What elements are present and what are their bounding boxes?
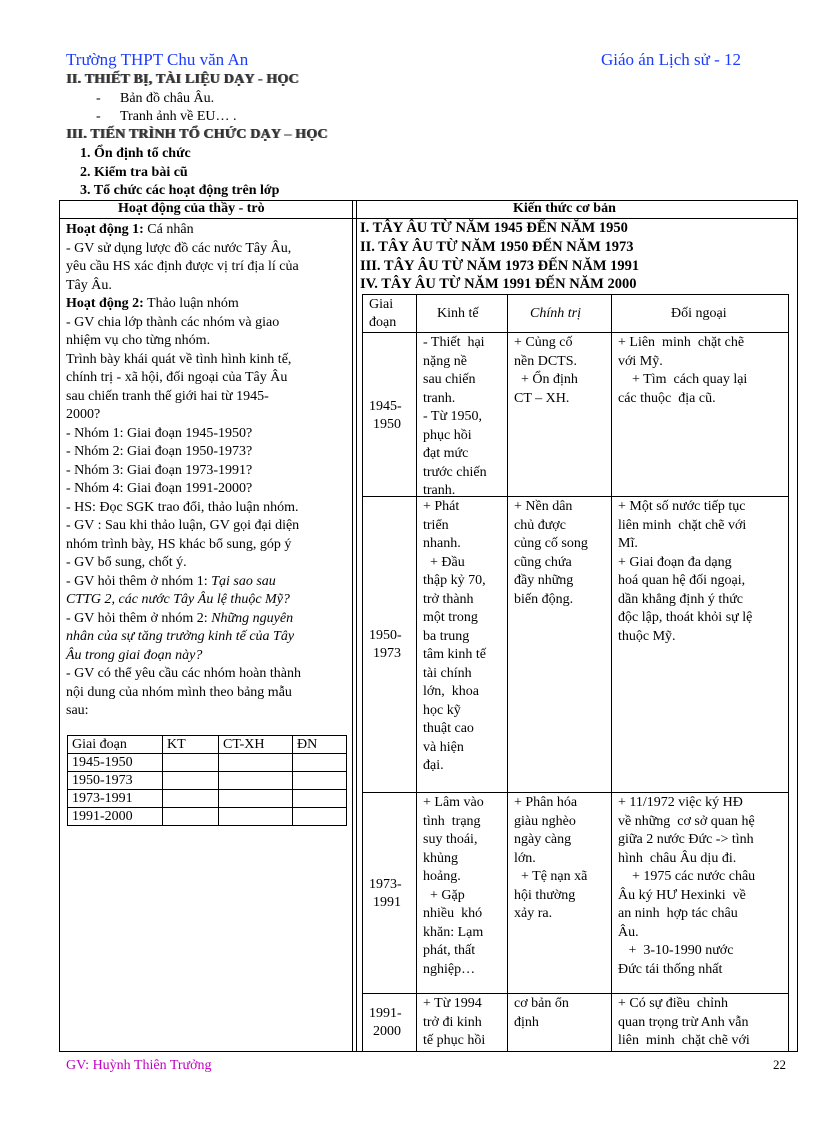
cell-line: cơ bản ổn: [514, 996, 569, 1011]
inner-table-border: [507, 294, 508, 1051]
cell-line: học kỹ: [423, 702, 461, 718]
cell-economy: [423, 995, 485, 1051]
period-label: 1945-: [369, 399, 402, 414]
cell-line: đại.: [423, 758, 444, 773]
cell-line: phát, thất: [423, 943, 476, 958]
cell-line: tranh.: [423, 483, 456, 498]
cell-line: trước chiến: [423, 464, 487, 480]
cell-line: xảy ra.: [514, 906, 553, 921]
question-text: CTTG 2, các nước Tây Âu lệ thuộc Mỹ?: [66, 592, 290, 607]
table-cell: [293, 808, 347, 826]
cell-line: + Lâm vào: [423, 795, 484, 810]
left-line: - Nhóm 3: Giai đoạn 1973-1991?: [66, 463, 253, 478]
cell-line: + 3-10-1990 nước: [618, 943, 734, 958]
cell-foreign: [618, 334, 747, 408]
cell-line: trở thành: [423, 591, 474, 607]
cell-line: lớn, khoa: [423, 684, 480, 699]
cell-line: với Mỹ.: [618, 353, 663, 369]
cell-line: giữa 2 nước Đức -> tình: [618, 832, 754, 847]
cell-line: đầy những: [514, 573, 574, 588]
left-line: sau chiến tranh thế giới hai từ 1945-: [66, 389, 269, 404]
cell-line: + Gặp: [423, 887, 465, 903]
left-line: - GV sử dụng lược đồ các nước Tây Âu,: [66, 241, 292, 256]
table-border: [352, 200, 353, 1052]
period-label: 2000: [373, 1024, 401, 1039]
cell-line: + Phân hóa: [514, 795, 578, 810]
period-label: 1991: [373, 895, 401, 910]
table-cell: [293, 772, 347, 790]
heading-period-4: IV. TÂY ÂU TỪ NĂM 1991 ĐẾN NĂM 2000: [360, 276, 637, 292]
activity2-heading: [66, 295, 239, 314]
left-line: - Nhóm 4: Giai đoạn 1991-2000?: [66, 481, 253, 496]
cell-line: hoảng.: [423, 869, 461, 884]
activity2-title: Hoạt động 2:: [66, 296, 144, 311]
table-border: [59, 200, 60, 1052]
cell-line: + Ổn định: [514, 372, 578, 387]
cell-line: + Có sự điều chỉnh: [618, 996, 728, 1011]
cell-line: trở đi kinh: [423, 1014, 482, 1030]
left-line: [66, 610, 293, 629]
left-line: Tây Âu.: [66, 278, 112, 293]
cell-line: tranh.: [423, 390, 456, 406]
cell-line: + Tìm cách quay lại: [618, 372, 748, 387]
left-line: yêu cầu HS xác định được vị trí địa lí của: [66, 259, 299, 274]
cell-line: + 1975 các nước châu: [618, 869, 756, 884]
bullet-dash: -: [96, 109, 101, 124]
th-politics: Chính trị: [530, 306, 581, 321]
inner-table-border: [416, 294, 417, 1051]
heading-period-2: II. TÂY ÂU TỪ NĂM 1950 ĐẾN NĂM 1973: [360, 239, 634, 255]
cell-foreign: [618, 794, 755, 979]
table-cell: ĐN: [293, 736, 347, 754]
period-label: 1973: [373, 646, 401, 661]
question-prefix: - GV hỏi thêm ở nhóm 2:: [66, 611, 212, 626]
cell-line: quan trọng trừ Anh vẫn: [618, 1014, 749, 1030]
cell-line: hội thường: [514, 887, 576, 903]
period-label: 1950: [373, 417, 401, 432]
activity1-heading: [66, 221, 194, 240]
cell-line: độc lập, thoát khỏi sự lệ: [618, 610, 753, 625]
table-cell: [163, 754, 219, 772]
cell-line: + Củng cố: [514, 335, 573, 350]
table-cell: [163, 790, 219, 808]
left-line: - HS: Đọc SGK trao đổi, thảo luận nhóm.: [66, 500, 299, 515]
subject-title: Giáo án Lịch sử - 12: [601, 50, 741, 69]
cell-line: + Từ 1994: [423, 996, 482, 1011]
inner-table-border: [611, 294, 612, 1051]
cell-politics: [514, 794, 587, 924]
cell-foreign: [618, 498, 752, 646]
step-item: 1. Ổn định tổ chức: [80, 146, 191, 161]
cell-line: hoá quan hệ đối ngoại,: [618, 573, 746, 588]
table-cell: 1991-2000: [68, 808, 163, 826]
left-line: Trình bày khái quát về tình hình kinh tế,: [66, 352, 292, 367]
th-period: Giai: [369, 297, 394, 312]
table-cell: [219, 754, 293, 772]
table-cell: [219, 808, 293, 826]
table-cell: [293, 754, 347, 772]
cell-line: triển: [423, 517, 449, 533]
cell-line: tình trạng: [423, 813, 481, 829]
cell-line: nghiệp…: [423, 961, 476, 977]
cell-line: + Phát: [423, 499, 460, 514]
table-cell: KT: [163, 736, 219, 754]
cell-line: Âu ký HƯ Hexinki về: [618, 887, 746, 903]
cell-line: suy thoái,: [423, 832, 478, 847]
cell-line: Âu.: [618, 924, 639, 940]
cell-line: + Giai đoạn đa dạng: [618, 554, 732, 570]
th-foreign: Đối ngoại: [671, 306, 727, 321]
inner-table-border: [362, 332, 789, 333]
cell-line: củng cố song: [514, 536, 588, 551]
cell-line: đạt mức: [423, 446, 469, 461]
cell-line: - Thiết hại: [423, 335, 485, 350]
question-prefix: - GV hỏi thêm ở nhóm 1:: [66, 574, 212, 589]
cell-line: tâm kinh tế: [423, 647, 486, 662]
table-cell: [293, 790, 347, 808]
cell-line: và hiện: [423, 739, 464, 755]
cell-line: Đức tái thống nhất: [618, 961, 723, 977]
th-economy: Kinh tế: [437, 306, 479, 321]
cell-line: hình châu Âu dịu đi.: [618, 850, 737, 866]
cell-politics: [514, 498, 588, 609]
cell-line: liên minh chặt chẽ với: [618, 1033, 750, 1048]
cell-line: dần khẳng định ý thức: [618, 591, 744, 607]
cell-line: sau chiến: [423, 372, 476, 387]
activity1-title: Hoạt động 1:: [66, 222, 144, 237]
section3-title: III. TIẾN TRÌNH TỔ CHỨC DẠY – HỌC: [66, 127, 328, 142]
cell-line: thập kỷ 70,: [423, 573, 486, 588]
table-cell: [219, 790, 293, 808]
left-line: - Nhóm 1: Giai đoạn 1945-1950?: [66, 426, 253, 441]
table-row: [68, 790, 347, 808]
left-line: nhóm trình bày, HS khác bổ sung, góp ý: [66, 537, 292, 552]
cell-line: thuộc Mỹ.: [618, 628, 676, 644]
table-border: [59, 1051, 798, 1052]
inner-table-border: [362, 294, 363, 1051]
cell-line: thuật cao: [423, 721, 474, 736]
table-cell: 1973-1991: [68, 790, 163, 808]
table-cell: 1945-1950: [68, 754, 163, 772]
left-line: - GV bổ sung, chốt ý.: [66, 555, 187, 570]
cell-line: phục hồi: [423, 427, 472, 443]
step-item: 2. Kiểm tra bài cũ: [80, 165, 188, 180]
table-border: [59, 218, 798, 219]
template-table: [67, 735, 347, 826]
cell-line: tế phục hồi: [423, 1033, 486, 1048]
activity1-type: Cá nhân: [143, 222, 194, 237]
th-period: đoạn: [369, 315, 397, 330]
question-text: nhân của sự tăng trưởng kinh tế của Tây: [66, 629, 295, 644]
activity2-type: Thảo luận nhóm: [143, 296, 239, 311]
cell-line: ngày càng: [514, 832, 572, 847]
bullet-dash: -: [96, 91, 101, 106]
table-border: [797, 200, 798, 1052]
section2-item: Bản đồ châu Âu.: [120, 91, 215, 106]
cell-line: chủ được: [514, 517, 566, 533]
cell-line: CT – XH.: [514, 390, 570, 406]
cell-foreign: [618, 995, 750, 1051]
cell-line: biến động.: [514, 591, 574, 607]
heading-period-1: I. TÂY ÂU TỪ NĂM 1945 ĐẾN NĂM 1950: [360, 220, 628, 236]
section2-title: II. THIẾT BỊ, TÀI LIỆU DẠY - HỌC: [66, 72, 299, 87]
cell-line: nhiều khó: [423, 906, 483, 921]
question-text: Tại sao sau: [211, 574, 276, 589]
cell-line: khăn: Lạm: [423, 924, 484, 940]
table-border: [356, 200, 357, 1052]
cell-line: giàu nghèo: [514, 813, 576, 829]
cell-line: nhanh.: [423, 536, 461, 551]
cell-line: cũng chứa: [514, 554, 572, 570]
cell-line: về những cơ sở quan hệ: [618, 813, 755, 829]
cell-line: định: [514, 1014, 539, 1030]
left-line: chính trị - xã hội, đối ngoại của Tây Âu: [66, 370, 288, 385]
left-line: [66, 573, 276, 592]
table-row: [68, 736, 347, 754]
cell-line: các thuộc địa cũ.: [618, 390, 716, 406]
section2-item: Tranh ảnh về EU… .: [120, 109, 237, 124]
table-cell: [163, 808, 219, 826]
step-item: 3. Tổ chức các hoạt động trên lớp: [80, 183, 280, 198]
school-name: Trường THPT Chu văn An: [66, 50, 249, 69]
cell-line: nền DCTS.: [514, 353, 577, 369]
cell-politics: [514, 995, 569, 1032]
left-line: sau:: [66, 703, 89, 718]
table-cell: [163, 772, 219, 790]
cell-line: lớn.: [514, 850, 536, 866]
cell-line: tài chính: [423, 665, 472, 681]
cell-politics: [514, 334, 578, 408]
cell-line: + Đầu: [423, 554, 465, 570]
cell-line: liên minh chặt chẽ với: [618, 517, 747, 533]
cell-line: nặng nề: [423, 353, 467, 369]
cell-line: + Tệ nạn xã: [514, 869, 588, 884]
col-header-right: Kiến thức cơ bản: [513, 201, 616, 216]
period-label: 1991-: [369, 1006, 402, 1021]
cell-economy: [423, 334, 487, 501]
cell-economy: [423, 498, 486, 776]
left-line: 2000?: [66, 407, 101, 422]
cell-economy: [423, 794, 484, 979]
inner-table-border: [362, 993, 789, 994]
cell-line: khủng: [423, 850, 458, 866]
inner-table-border: [362, 792, 789, 793]
page-number: 22: [773, 1057, 786, 1072]
question-text: Những nguyên: [211, 611, 294, 626]
cell-line: - Từ 1950,: [423, 409, 483, 424]
question-text: Âu trong giai đoạn này?: [66, 648, 203, 663]
heading-period-3: III. TÂY ÂU TỪ NĂM 1973 ĐẾN NĂM 1991: [360, 258, 640, 274]
cell-line: ba trung: [423, 628, 470, 644]
teacher-name: GV: Huỳnh Thiên Trưởng: [66, 1058, 212, 1073]
left-line: - GV có thể yêu cầu các nhóm hoàn thành: [66, 666, 301, 681]
left-line: nhiệm vụ cho từng nhóm.: [66, 333, 211, 348]
period-label: 1950-: [369, 628, 402, 643]
cell-line: Mĩ.: [618, 536, 638, 551]
left-line: - Nhóm 2: Giai đoạn 1950-1973?: [66, 444, 253, 459]
inner-table-border: [362, 294, 789, 295]
table-cell: CT-XH: [219, 736, 293, 754]
table-row: [68, 808, 347, 826]
left-line: - GV chia lớp thành các nhóm và giao: [66, 315, 280, 330]
inner-table-border: [788, 294, 789, 1051]
left-line: - GV : Sau khi thảo luận, GV gọi đại diện: [66, 518, 300, 533]
table-cell: [219, 772, 293, 790]
cell-line: an ninh hợp tác châu: [618, 906, 738, 921]
cell-line: + Nền dân: [514, 499, 573, 514]
cell-line: + Liên minh chặt chẽ: [618, 335, 745, 350]
table-cell: 1950-1973: [68, 772, 163, 790]
left-line: nội dung của nhóm mình theo bảng mẫu: [66, 685, 292, 700]
cell-line: một trong: [423, 610, 478, 625]
table-row: [68, 754, 347, 772]
cell-line: + 11/1972 việc ký HĐ: [618, 795, 743, 810]
cell-line: + Một số nước tiếp tục: [618, 499, 746, 514]
period-label: 1973-: [369, 877, 402, 892]
col-header-left: Hoạt động của thầy - trò: [118, 201, 265, 216]
table-row: [68, 772, 347, 790]
table-cell: Giai đoạn: [68, 736, 163, 754]
